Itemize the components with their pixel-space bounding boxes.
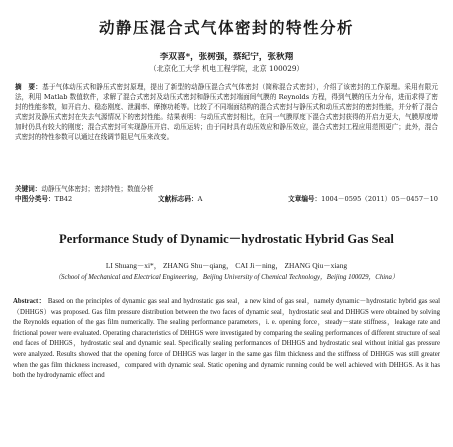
english-abstract (12, 297, 441, 447)
article-number-label: 文章编号： (288, 195, 322, 203)
document-code (158, 194, 202, 204)
chinese-title: 动静压混合式气体密封的特性分析 (98, 19, 354, 37)
article-number-value: 1004－0595（2011）05－0457－10 (321, 195, 438, 203)
english-affiliation: （School of Mechanical and Electrical Engineering，Beijing University of Chemical Technology，Beijing 100029，China） (54, 274, 399, 281)
chinese-abstract-label: 摘 要： (15, 83, 43, 91)
chinese-abstract-text: 基于气体动压式和静压式密封原理，提出了新型的动静压混合式气体密封（简称混合式密封），介绍了该密封的工作原理。采用有限元法，利用 Matlab 数值软件，求解了混合式密封及动压式密封和静压式密封端面间气膜的 Reynolds 方程，得到气膜的压力分布，进而求得了密封的性能参数，如开启力、稳态刚度、泄漏率、摩擦功耗等。比较了不同端面结构的混合式密封与静压式和动压式密封的密封性能，并分析了混合式密封及静压式密封在失去气源情况下的密封性能。结果表明：与动压式密封相比，在同一气膜厚度下混合式密封获得的开启力更大，气膜厚度增加时仍具有较大的刚度；混合式密封可实现静压开启、动压运转；由于同时具有动压效应和静压效应，混合式密封工程应用范围更广；此外，混合式密封的特性参数可以通过在线调节阻尼气压来改变。 (15, 83, 438, 142)
document-code-label: 文献标志码： (158, 195, 198, 203)
classification-row (12, 194, 441, 204)
chinese-keywords-text: 动静压气体密封；密封特性；数值分析 (41, 185, 154, 193)
chinese-keywords-label: 关键词： (15, 185, 42, 193)
english-abstract-label: Abstract： (13, 298, 46, 305)
chinese-keywords (12, 184, 441, 194)
english-authors: LI Shuang－xi*， ZHANG Shu－qiang， CAI Ji－ning， ZHANG Qiu－xiang (105, 261, 348, 270)
clc-label: 中图分类号： (15, 195, 55, 203)
chinese-authors: 李双喜*，张树强，蔡纪宁，张秋翔 (159, 52, 294, 62)
clc-number (15, 194, 72, 204)
clc-value: TB42 (54, 195, 73, 203)
chinese-affiliation: （北京化工大学 机电工程学院，北京 100029） (149, 64, 304, 73)
english-abstract-text: Based on the principles of dynamic gas seal and hydrostatic gas seal，a new kind of gas seal，namely dynamic－hydrostatic hybrid gas seal（DHHGS）was proposed. Gas film pressure distribution between the two faces of dynamic seal，hydrostatic seal and DHHGS were obtained by solving the Reynolds equation of the gas film numerically. The sealing performance parameters，i. e. opening force，steady－state stiffness，leakage rate and frictional power were evaluated. Operating characteristics of DHHGS were investigated by comparing the sealing performances of different structure of seal end faces of DHHGS，hydrostatic seal and dynamic seal. Specifically sealing performances of DHHGS and hydrostatic seal without initial gas pressure were analyzed. Results showed that the opening force of DHHGS was larger in the same gas film thickness and the stiffness of DHHGS was still greater when the gas film thickness increased，compared with dynamic seal. Static opening and dynamic running could be well achieved with DHHGS. As it has both the hydrodynamic effect and (13, 298, 440, 380)
article-number (288, 194, 438, 204)
document-code-value: A (197, 195, 203, 203)
chinese-abstract (12, 82, 441, 184)
english-title: Performance Study of Dynamic－hydrostatic Hybrid Gas Seal (59, 232, 394, 246)
